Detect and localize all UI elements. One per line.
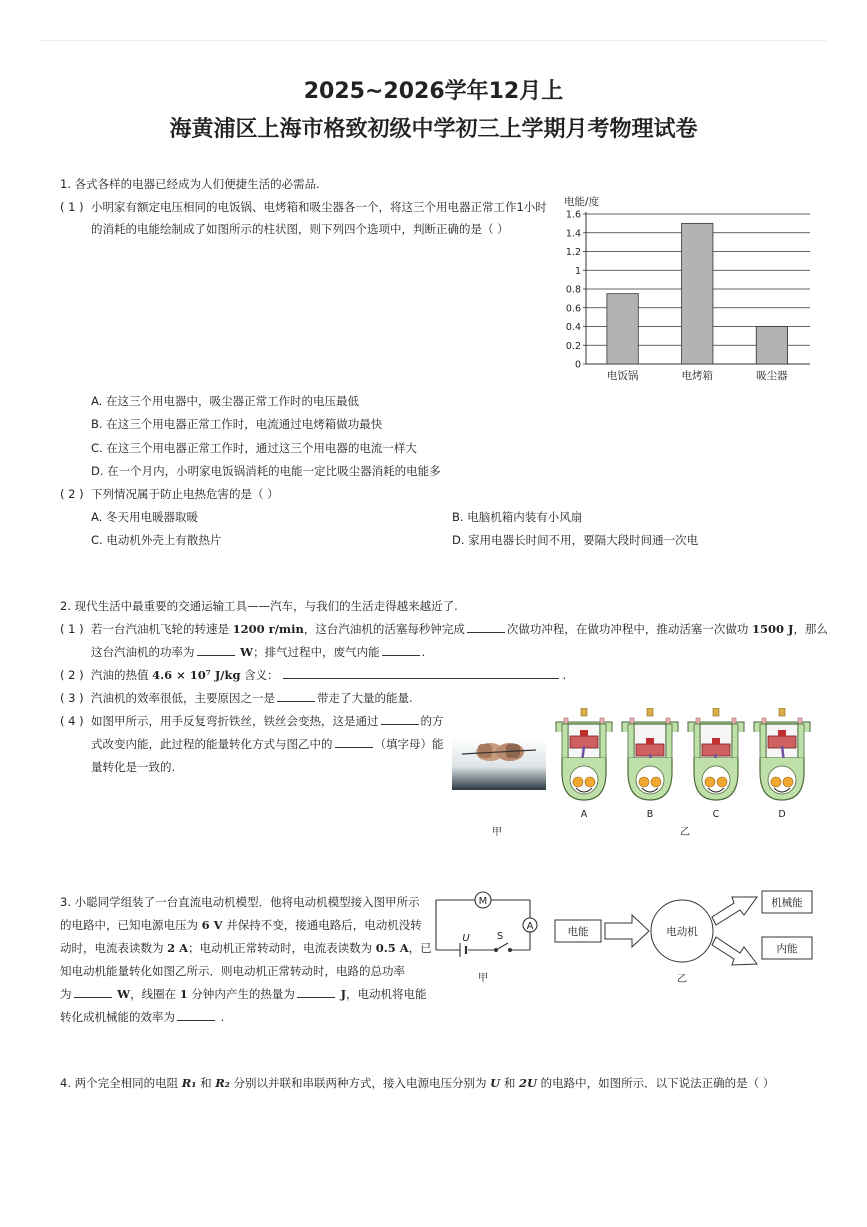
y-tick-label: 0.4 — [565, 322, 581, 333]
bending-wire-photo — [452, 738, 546, 790]
answer-blank[interactable] — [382, 644, 420, 656]
answer-blank[interactable] — [277, 690, 315, 702]
q2-part4-line3: 量转化是一致的. — [91, 760, 176, 774]
cylinder-wall-right — [600, 724, 606, 758]
q2-part4-line1: 如图甲所示，用手反复弯折铁丝，铁丝会变热，这是通过 的方 — [91, 714, 444, 728]
cylinder-wall-right — [732, 724, 738, 758]
exhaust-valve — [600, 718, 604, 724]
engine-strokes-figure — [552, 708, 844, 820]
cylinder-wall-right — [798, 724, 804, 758]
engine-label-d: D — [778, 809, 786, 820]
engine-label-c: C — [712, 809, 720, 820]
q2-part1-line1: 若一台汽油机飞轮的转速是 1200 r/min，这台汽油机的活塞每秒钟完成 次做功冲程，在做功冲程中，推动活塞一次做功 1500 J，那么 — [91, 622, 828, 636]
circuit-diagram — [430, 888, 542, 988]
crank-gear — [717, 777, 727, 787]
q1-part1-line2: 的消耗的电能绘制成了如图所示的柱状图，则下列四个选项中，判断正确的是（ ） — [91, 222, 509, 236]
q1-part1-line1: 小明家有额定电压相同的电饭锅、电烤箱和吸尘器各一个，将这三个用电器正常工作1小时 — [91, 200, 547, 214]
figure-yi-caption: 乙 — [680, 827, 690, 838]
answer-blank[interactable] — [467, 621, 505, 633]
q2-part2-label: ( 2 ) — [60, 668, 84, 682]
switch-label: S — [496, 931, 504, 942]
ammeter-symbol-label: A — [526, 921, 534, 932]
q1-part2-option-a: A. 冬天用电暖器取暖 — [91, 510, 198, 524]
crank-gear — [639, 777, 649, 787]
crank-gear — [771, 777, 781, 787]
answer-blank[interactable] — [283, 667, 559, 679]
y-tick-label: 0 — [574, 359, 581, 371]
q1-part2-stem: 下列情况属于防止电热危害的是（ ） — [91, 487, 279, 501]
crank-gear — [573, 777, 583, 787]
answer-blank[interactable] — [381, 713, 419, 725]
q1-part1-label: ( 1 ) — [60, 200, 84, 214]
x-category-label: 电饭锅 — [606, 370, 639, 382]
flow-output-internal: 内能 — [776, 943, 798, 955]
y-tick-label: 1.2 — [565, 247, 581, 258]
bar-1 — [607, 294, 638, 364]
q3-line5: 为 W，线圈在 1 分钟内产生的热量为 J，电动机将电能 — [60, 987, 427, 1001]
chamber-gas — [778, 730, 786, 736]
engine-c — [688, 708, 744, 820]
y-tick-label: 1 — [574, 265, 581, 277]
crank-gear — [783, 777, 793, 787]
spark-plug — [779, 708, 785, 716]
q2-part2-line: 汽油的热值 4.6 × 10⁷ J/kg 含义： . — [91, 668, 567, 682]
q1-option-b: B. 在这三个用电器正常工作时，电流通过电烤箱做功最快 — [91, 417, 383, 431]
cylinder-wall-left — [760, 724, 766, 758]
q2-part1-label: ( 1 ) — [60, 622, 84, 636]
flow-device-label: 电动机 — [666, 926, 698, 938]
q1-part2-option-b: B. 电脑机箱内装有小风扇 — [452, 510, 583, 524]
crank-gear — [705, 777, 715, 787]
q2-part4-line2: 式改变内能，此过程的能量转化方式与图乙中的 （填字母）能 — [91, 737, 444, 751]
chamber-gas — [646, 738, 654, 744]
x-category-label: 吸尘器 — [756, 370, 788, 382]
figure-jia-caption: 甲 — [492, 827, 502, 838]
intake-valve — [762, 718, 766, 724]
q1-part2-label: ( 2 ) — [60, 487, 84, 501]
top-divider — [40, 40, 827, 41]
cylinder-wall-left — [562, 724, 568, 758]
q1-part2-option-c: C. 电动机外壳上有散热片 — [91, 533, 222, 547]
q3-line1: 3. 小聪同学组装了一台直流电动机模型．他将电动机模型接入图甲所示 — [60, 895, 420, 909]
chamber-gas — [712, 738, 720, 744]
exam-title-line1: 2025~2026学年12月上 — [303, 79, 564, 104]
q3-line3: 动时，电流表读数为 2 A；电动机正常转动时，电流表读数为 0.5 A，已 — [60, 941, 432, 955]
q2-part3-label: ( 3 ) — [60, 691, 84, 705]
y-tick-label: 0.6 — [565, 303, 581, 315]
y-tick-label: 1.4 — [565, 228, 581, 240]
spark-plug — [713, 708, 719, 716]
engine-a — [556, 708, 612, 820]
y-tick-label: 1.6 — [565, 209, 581, 221]
engine-label-a: A — [580, 809, 588, 820]
q3-line2: 的电路中，已知电源电压为 6 V 并保持不变，接通电路后，电动机没转 — [60, 918, 422, 932]
chamber-gas — [580, 730, 588, 736]
y-tick-label: 0.8 — [565, 284, 581, 296]
engine-b — [622, 708, 678, 820]
crank-gear — [651, 777, 661, 787]
exhaust-valve — [798, 718, 802, 724]
q3-line4: 知电动机能量转化如图乙所示．则电动机正常转动时，电路的总功率 — [60, 964, 405, 978]
flow-output-mechanical: 机械能 — [771, 897, 803, 909]
y-tick-label: 0.2 — [565, 340, 581, 352]
crank-gear — [585, 777, 595, 787]
source-label: U — [462, 933, 470, 944]
exhaust-valve — [732, 718, 736, 724]
q1-option-c: C. 在这三个用电器正常工作时，通过这三个用电器的电流一样大 — [91, 441, 417, 455]
intake-valve — [630, 718, 634, 724]
q3-line6: 转化成机械能的效率为 . — [60, 1010, 225, 1024]
q2-part3-line: 汽油机的效率很低，主要原因之一是 带走了大量的能量. — [91, 691, 413, 705]
motor-symbol-label: M — [478, 896, 488, 907]
q1-stem: 1. 各式各样的电器已经成为人们便捷生活的必需品. — [60, 177, 320, 191]
q2-part4-label: ( 4 ) — [60, 714, 84, 728]
answer-blank[interactable] — [177, 1009, 215, 1021]
cylinder-wall-right — [666, 724, 672, 758]
x-category-label: 电烤箱 — [681, 370, 714, 382]
exhaust-valve — [666, 718, 670, 724]
answer-blank[interactable] — [197, 644, 235, 656]
exam-title-line2: 海黄浦区上海市格致初级中学初三上学期月考物理试卷 — [169, 117, 698, 142]
q1-option-a: A. 在这三个用电器中，吸尘器正常工作时的电压最低 — [91, 394, 359, 408]
answer-blank[interactable] — [297, 986, 335, 998]
q1-part2-option-d: D. 家用电器长时间不用，要隔大段时间通一次电 — [452, 533, 699, 547]
engine-d — [754, 708, 810, 820]
q2-stem: 2. 现代生活中最重要的交通运输工具——汽车，与我们的生活走得越来越近了. — [60, 599, 458, 613]
energy-flow-diagram — [552, 885, 816, 990]
q1-option-d: D. 在一个月内，小明家电饭锅消耗的电能一定比吸尘器消耗的电能多 — [91, 464, 441, 478]
spark-plug — [581, 708, 587, 716]
answer-blank[interactable] — [74, 986, 112, 998]
bar-3 — [756, 327, 787, 365]
intake-valve — [564, 718, 568, 724]
engine-label-b: B — [646, 809, 654, 820]
circuit-caption: 甲 — [478, 973, 488, 984]
cylinder-wall-left — [694, 724, 700, 758]
intake-valve — [696, 718, 700, 724]
q4-stem: 4. 两个完全相同的电阻 R₁ 和 R₂ 分别以并联和串联两种方式，接入电源电压分别为 U 和 2U 的电路中，如图所示．以下说法正确的是（ ） — [60, 1076, 775, 1090]
y-axis-label: 电能/度 — [564, 196, 600, 208]
q2-part1-line2: 这台汽油机的功率为 W；排气过程中，废气内能 . — [91, 645, 426, 659]
flow-caption: 乙 — [677, 974, 687, 985]
flow-input-label: 电能 — [567, 926, 589, 938]
spark-plug — [647, 708, 653, 716]
answer-blank[interactable] — [335, 736, 373, 748]
cylinder-wall-left — [628, 724, 634, 758]
bar-2 — [682, 223, 713, 364]
q1-bar-chart — [560, 192, 820, 387]
